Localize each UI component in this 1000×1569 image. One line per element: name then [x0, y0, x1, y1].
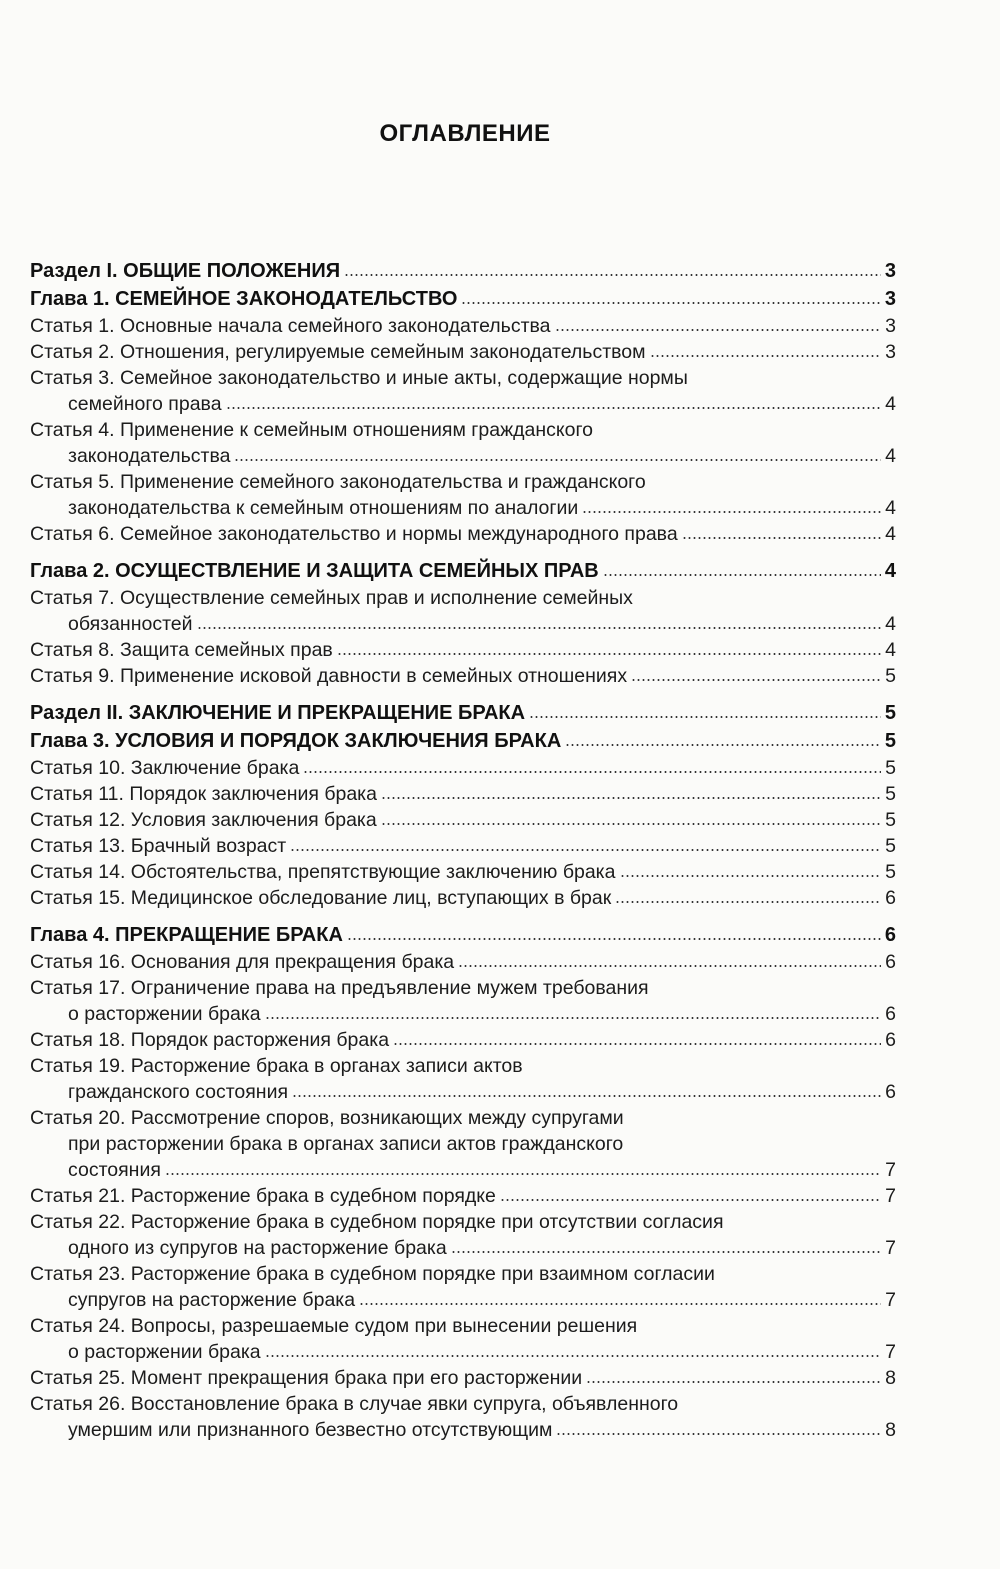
toc-page-number: 4	[884, 560, 896, 582]
dot-leader	[381, 808, 881, 826]
toc-heading-entry[interactable]	[30, 257, 896, 285]
toc-entry-text: Статья 14. Обстоятельства, препятствующие заключению брака	[30, 861, 616, 883]
toc-article-entry[interactable]	[30, 469, 896, 521]
dot-leader	[234, 444, 881, 462]
dot-leader	[347, 923, 881, 941]
toc-article-entry[interactable]	[30, 339, 896, 365]
toc-heading-entry[interactable]	[30, 921, 896, 949]
dot-leader	[620, 860, 882, 878]
toc-entry-text: Статья 16. Основания для прекращения брака	[30, 951, 455, 973]
toc-article-entry[interactable]	[30, 365, 896, 417]
toc-entry-text: Статья 4. Применение к семейным отношениям гражданского	[30, 419, 594, 441]
toc-entry-text: Статья 3. Семейное законодательство и иные акты, содержащие нормы	[30, 367, 688, 389]
toc-page-number: 4	[885, 497, 896, 519]
toc-entry-text: Статья 5. Применение семейного законодательства и гражданского	[30, 471, 646, 493]
toc-entry-text: Статья 7. Осуществление семейных прав и исполнение семейных	[30, 587, 633, 609]
toc-entry-text: Глава 4. ПРЕКРАЩЕНИЕ БРАКА	[30, 924, 343, 946]
toc-article-entry[interactable]	[30, 521, 896, 547]
toc-article-entry[interactable]	[30, 1053, 896, 1105]
toc-article-entry[interactable]	[30, 663, 896, 689]
dot-leader	[265, 1002, 882, 1020]
toc-entry-text: Глава 1. СЕМЕЙНОЕ ЗАКОНОДАТЕЛЬСТВО	[30, 288, 458, 310]
dot-leader	[303, 756, 881, 774]
dot-leader	[458, 950, 881, 968]
toc-page-number: 4	[885, 613, 896, 635]
toc-article-entry[interactable]	[30, 1105, 896, 1183]
toc-entry-text: умершим или признанного безвестно отсутствующим	[68, 1419, 553, 1441]
toc-entry-text: о расторжении брака	[68, 1341, 261, 1363]
dot-leader	[290, 834, 881, 852]
toc-entry-text: Статья 9. Применение исковой давности в семейных отношениях	[30, 665, 628, 687]
toc-page-number: 4	[885, 523, 896, 545]
dot-leader	[337, 638, 881, 656]
toc-article-entry[interactable]	[30, 637, 896, 663]
toc-entry-text: Статья 18. Порядок расторжения брака	[30, 1029, 390, 1051]
toc-entry-text: Глава 3. УСЛОВИЯ И ПОРЯДОК ЗАКЛЮЧЕНИЯ БРАКА	[30, 730, 562, 752]
toc-page-number: 6	[885, 951, 896, 973]
dot-leader	[615, 886, 881, 904]
dot-leader	[500, 1184, 881, 1202]
toc-entry-text: Раздел II. ЗАКЛЮЧЕНИЕ И ПРЕКРАЩЕНИЕ БРАКА	[30, 702, 526, 724]
toc-entry-text: законодательства к семейным отношениям по аналогии	[68, 497, 579, 519]
table-of-contents	[30, 257, 896, 1443]
toc-heading-entry[interactable]	[30, 727, 896, 755]
dot-leader	[461, 287, 880, 305]
toc-page-number: 8	[885, 1419, 896, 1441]
dot-leader	[292, 1080, 881, 1098]
dot-leader	[582, 496, 881, 514]
toc-article-entry[interactable]	[30, 949, 896, 975]
toc-entry-text: Статья 6. Семейное законодательство и нормы международного права	[30, 523, 678, 545]
toc-entry-text: Статья 12. Условия заключения брака	[30, 809, 377, 831]
toc-entry-text: Статья 1. Основные начала семейного законодательства	[30, 315, 551, 337]
toc-entry-text: состояния	[68, 1159, 161, 1181]
toc-entry-text: Статья 2. Отношения, регулируемые семейным законодательством	[30, 341, 646, 363]
toc-article-entry[interactable]	[30, 807, 896, 833]
toc-page-number: 4	[885, 445, 896, 467]
dot-leader	[631, 664, 881, 682]
toc-entry-text: семейного права	[68, 393, 222, 415]
toc-page-number: 5	[885, 835, 896, 857]
toc-page-number: 6	[885, 1081, 896, 1103]
toc-page-number: 8	[885, 1367, 896, 1389]
dot-leader	[344, 259, 881, 277]
dot-leader	[586, 1366, 881, 1384]
dot-leader	[226, 392, 882, 410]
toc-page-number: 7	[885, 1289, 896, 1311]
toc-entry-text: Статья 15. Медицинское обследование лиц, вступающих в брак	[30, 887, 612, 909]
dot-leader	[682, 522, 881, 540]
toc-page-number: 7	[885, 1237, 896, 1259]
toc-page-number: 5	[884, 702, 896, 724]
toc-article-entry[interactable]	[30, 585, 896, 637]
toc-page-number: 4	[885, 393, 896, 415]
dot-leader	[451, 1236, 881, 1254]
toc-article-entry[interactable]	[30, 833, 896, 859]
toc-entry-text: Статья 22. Расторжение брака в судебном порядке при отсутствии согласия	[30, 1211, 724, 1233]
toc-article-entry[interactable]	[30, 1313, 896, 1365]
toc-entry-text: законодательства	[68, 445, 231, 467]
toc-page-number: 6	[884, 924, 896, 946]
toc-entry-text: Статья 10. Заключение брака	[30, 757, 300, 779]
toc-page-number: 5	[885, 783, 896, 805]
toc-page-number: 5	[885, 757, 896, 779]
toc-entry-text: Статья 17. Ограничение права на предъявление мужем требования	[30, 977, 649, 999]
dot-leader	[359, 1288, 881, 1306]
toc-entry-text: Статья 21. Расторжение брака в судебном порядке	[30, 1185, 496, 1207]
toc-page-number: 7	[885, 1159, 896, 1181]
toc-entry-text: Статья 26. Восстановление брака в случае явки супруга, объявленного	[30, 1393, 679, 1415]
toc-article-entry[interactable]	[30, 975, 896, 1027]
toc-article-entry[interactable]	[30, 859, 896, 885]
toc-entry-text: Статья 24. Вопросы, разрешаемые судом при вынесении решения	[30, 1315, 638, 1337]
toc-page-number: 5	[885, 809, 896, 831]
toc-entry-text: гражданского состояния	[68, 1081, 289, 1103]
dot-leader	[555, 314, 882, 332]
toc-article-entry[interactable]	[30, 1209, 896, 1261]
toc-page-number: 6	[885, 1029, 896, 1051]
toc-article-entry[interactable]	[30, 1391, 896, 1443]
toc-article-entry[interactable]	[30, 885, 896, 911]
toc-entry-text: Статья 23. Расторжение брака в судебном порядке при взаимном согласии	[30, 1263, 715, 1285]
toc-page-number: 3	[884, 288, 896, 310]
toc-page-number: 5	[885, 861, 896, 883]
toc-entry-text: супругов на расторжение брака	[68, 1289, 356, 1311]
toc-entry-text: Статья 20. Рассмотрение споров, возникающих между супругами	[30, 1107, 624, 1129]
dot-leader	[197, 612, 882, 630]
toc-page-number: 4	[885, 639, 896, 661]
dot-leader	[603, 559, 881, 577]
dot-leader	[381, 782, 881, 800]
toc-page-number: 3	[884, 260, 896, 282]
toc-article-entry[interactable]	[30, 1183, 896, 1209]
toc-article-entry[interactable]	[30, 755, 896, 781]
toc-entry-text: о расторжении брака	[68, 1003, 261, 1025]
toc-page-number: 3	[885, 341, 896, 363]
toc-page-number: 6	[885, 887, 896, 909]
toc-page-number: 7	[885, 1341, 896, 1363]
toc-article-entry[interactable]	[30, 417, 896, 469]
toc-entry-text: Статья 19. Расторжение брака в органах записи актов	[30, 1055, 523, 1077]
toc-page-number: 5	[884, 730, 896, 752]
toc-heading-entry[interactable]	[30, 285, 896, 313]
toc-page-number: 6	[885, 1003, 896, 1025]
page-title: ОГЛАВЛЕНИЕ	[379, 120, 551, 147]
toc-page-number: 3	[885, 315, 896, 337]
toc-article-entry[interactable]	[30, 313, 896, 339]
toc-entry-text: Статья 8. Защита семейных прав	[30, 639, 333, 661]
toc-entry-text: обязанностей	[68, 613, 193, 635]
toc-article-entry[interactable]	[30, 781, 896, 807]
toc-entry-text: Статья 25. Момент прекращения брака при его расторжении	[30, 1367, 583, 1389]
toc-entry-text: одного из супругов на расторжение брака	[68, 1237, 447, 1259]
toc-page-number: 5	[885, 665, 896, 687]
dot-leader	[265, 1340, 882, 1358]
toc-article-entry[interactable]	[30, 1261, 896, 1313]
toc-article-entry[interactable]	[30, 1365, 896, 1391]
dot-leader	[650, 340, 882, 358]
toc-entry-text: Раздел I. ОБЩИЕ ПОЛОЖЕНИЯ	[30, 260, 341, 282]
dot-leader	[165, 1158, 881, 1176]
toc-entry-text: Статья 13. Брачный возраст	[30, 835, 287, 857]
dot-leader	[565, 729, 881, 747]
toc-article-entry[interactable]	[30, 1027, 896, 1053]
toc-heading-entry[interactable]	[30, 557, 896, 585]
toc-entry-text: Глава 2. ОСУЩЕСТВЛЕНИЕ И ЗАЩИТА СЕМЕЙНЫХ ПРАВ	[30, 560, 599, 582]
dot-leader	[393, 1028, 881, 1046]
dot-leader	[556, 1418, 881, 1436]
toc-entry-text: Статья 11. Порядок заключения брака	[30, 783, 377, 805]
toc-page-number: 7	[885, 1185, 896, 1207]
toc-heading-entry[interactable]	[30, 699, 896, 727]
dot-leader	[529, 701, 881, 719]
toc-entry-text: при расторжении брака в органах записи актов гражданского	[68, 1133, 624, 1155]
